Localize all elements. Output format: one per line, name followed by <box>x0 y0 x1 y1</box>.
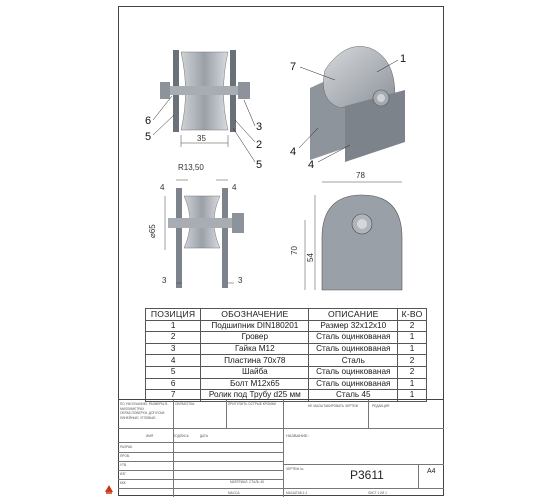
drawing-number: Р3611 <box>350 468 384 482</box>
dim-70: 70 <box>290 246 299 255</box>
dim-54: 54 <box>306 253 315 262</box>
callout-2: 2 <box>256 139 263 151</box>
dim-diameter: ⌀65 <box>148 224 157 238</box>
drawing-number-label: ЧЕРТЕЖ № <box>286 467 304 471</box>
col-date: ДАТА <box>200 434 209 438</box>
iso-callout-1: 1 <box>400 53 407 65</box>
bolt-head <box>160 82 170 99</box>
iso-callout-4-top: 4 <box>290 146 297 158</box>
finish-label: ОБРАБОТКА: <box>175 402 195 406</box>
cad-logo-icon <box>103 483 115 495</box>
iso-callout-7: 7 <box>290 61 297 73</box>
callout-3: 3 <box>256 121 263 133</box>
callout-5-left: 5 <box>145 131 152 143</box>
dim-3-left: 3 <box>162 276 167 285</box>
revision-label: РЕДАКЦИЯ <box>372 404 390 408</box>
sheet-format: A4 <box>427 468 436 475</box>
dim-radius: R13,50 <box>178 163 204 172</box>
mass-label: МАССА: <box>228 491 241 495</box>
table-row: 3 Гайка М12 Сталь оцинкованая 1 <box>146 343 427 355</box>
table-row: 1 Подшипник DIN180201 Размер 32х12х10 2 <box>146 320 427 332</box>
dim-78: 78 <box>356 171 365 180</box>
table-row: 5 Шайба Сталь оцинкованая 2 <box>146 366 427 378</box>
section-view <box>148 163 244 288</box>
dim-4-left: 4 <box>160 183 165 192</box>
dim-3-right: 3 <box>238 276 243 285</box>
break-edges-note: ПРИТУПИТЬ ОСТРЫЕ КРОМКИ <box>228 402 276 406</box>
parts-list-header <box>146 309 427 321</box>
parts-list-table <box>145 308 427 402</box>
nut <box>238 82 250 99</box>
isometric-view <box>310 46 405 162</box>
col-signature: ПОДПИСЬ <box>173 434 189 438</box>
header-quantity: К-ВО <box>398 309 427 321</box>
title-block: ПО УМОЛЧАНИЮ: РАЗМЕРЫ В МИЛЛИМЕТРАХ ОБРАБ.ПОВЕРХН. ДОПУСКИ: ЛИНЕЙНЫЕ: УГЛОВЫЕ: ОБРАБОТКА: ПРИТУПИТЬ ОСТРЫЕ КРОМКИ НЕ МАСШТАБИРОВАТЬ ЧЕРТЕЖ РЕДАКЦИЯ ИМЯ ПОДПИСЬ ДАТА НАЗВАНИЕ: РАЗРАБ. ПРОВ. УТВ. ИЗГ. ККК МАТЕРИАЛ: СТАЛЬ 45 ЧЕРТЕЖ № МАССА: МАСШТАБ:1:1 ЛИСТ 1 ИЗ 1 <box>118 399 444 497</box>
name-field-label: НАЗВАНИЕ: <box>286 433 309 438</box>
table-row: 6 Болт М12х65 Сталь оцинкованая 1 <box>146 378 427 390</box>
iso-callout-4-bottom: 4 <box>308 159 315 171</box>
side-view <box>290 171 402 290</box>
header-designation: ОБОЗНАЧЕНИЕ <box>201 309 309 321</box>
dim-4-right: 4 <box>232 183 237 192</box>
scale-label: МАСШТАБ:1:1 <box>286 491 308 495</box>
table-row: 4 Пластина 70х78 Сталь 2 <box>146 355 427 367</box>
col-name: ИМЯ <box>146 434 154 438</box>
header-position: ПОЗИЦИЯ <box>146 309 201 321</box>
callout-5-right: 5 <box>256 159 263 171</box>
material-label: МАТЕРИАЛ: СТАЛЬ 45 <box>230 480 264 484</box>
dim-35: 35 <box>197 134 206 143</box>
sheet-label: ЛИСТ 1 ИЗ 1 <box>368 491 387 495</box>
bolt-shaft <box>160 86 250 95</box>
table-row: 2 Гровер Сталь оцинкованая 1 <box>146 332 427 344</box>
no-scale-note: НЕ МАСШТАБИРОВАТЬ ЧЕРТЕЖ <box>308 404 359 408</box>
header-description: ОПИСАНИЕ <box>309 309 398 321</box>
default-note: ПО УМОЛЧАНИЮ: РАЗМЕРЫ В МИЛЛИМЕТРАХ ОБРАБ.ПОВЕРХН. ДОПУСКИ: ЛИНЕЙНЫЕ: УГЛОВЫЕ: <box>120 402 168 420</box>
table-row: 7 Ролик под Трубу d25 мм Сталь 45 1 <box>146 390 427 402</box>
callout-6: 6 <box>145 115 152 127</box>
front-view-assembly <box>160 50 250 147</box>
